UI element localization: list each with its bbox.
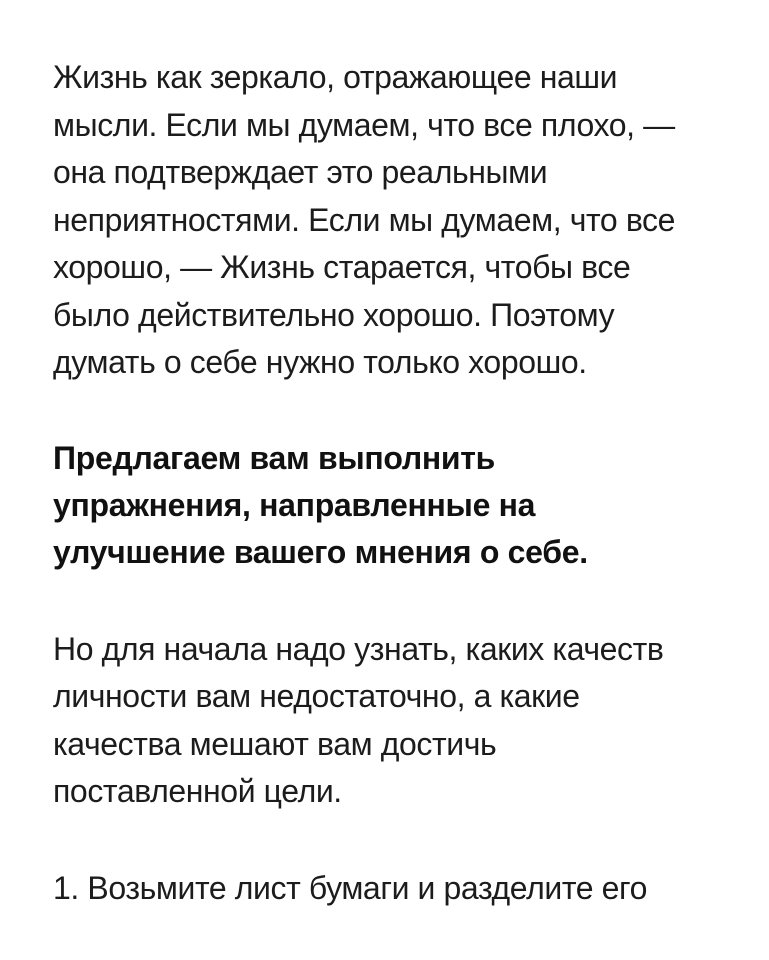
text-line: было действительно хорошо. Поэтому bbox=[53, 296, 615, 333]
list-item-1 bbox=[53, 865, 743, 913]
text-line: мысли. Если мы думаем, что все плохо, — bbox=[53, 106, 675, 143]
text-line: качества мешают вам достичь bbox=[53, 725, 497, 762]
bold-heading-paragraph bbox=[53, 435, 743, 576]
article-body bbox=[53, 54, 743, 912]
text-line: личности вам недостаточно, а какие bbox=[53, 678, 580, 714]
text-line: упражнения, направленные на bbox=[53, 486, 536, 523]
text-line: Но для начала надо узнать, каких качеств bbox=[53, 630, 664, 667]
intro-paragraph bbox=[53, 54, 743, 387]
text-line: 1. Возьмите лист бумаги и разделите его bbox=[53, 869, 648, 906]
text-line: думать о себе нужно только хорошо. bbox=[53, 344, 587, 380]
text-line: она подтверждает это реальными bbox=[53, 154, 548, 190]
qualities-paragraph bbox=[53, 626, 743, 816]
text-line: улучшение вашего мнения о себе. bbox=[53, 533, 588, 570]
text-line: Жизнь как зеркало, отражающее наши bbox=[53, 59, 618, 95]
text-line: хорошо, — Жизнь старается, чтобы все bbox=[53, 249, 631, 285]
text-line: поставленной цели. bbox=[53, 773, 342, 809]
text-line: Предлагаем вам выполнить bbox=[53, 439, 496, 476]
text-line: неприятностями. Если мы думаем, что все bbox=[53, 201, 676, 238]
